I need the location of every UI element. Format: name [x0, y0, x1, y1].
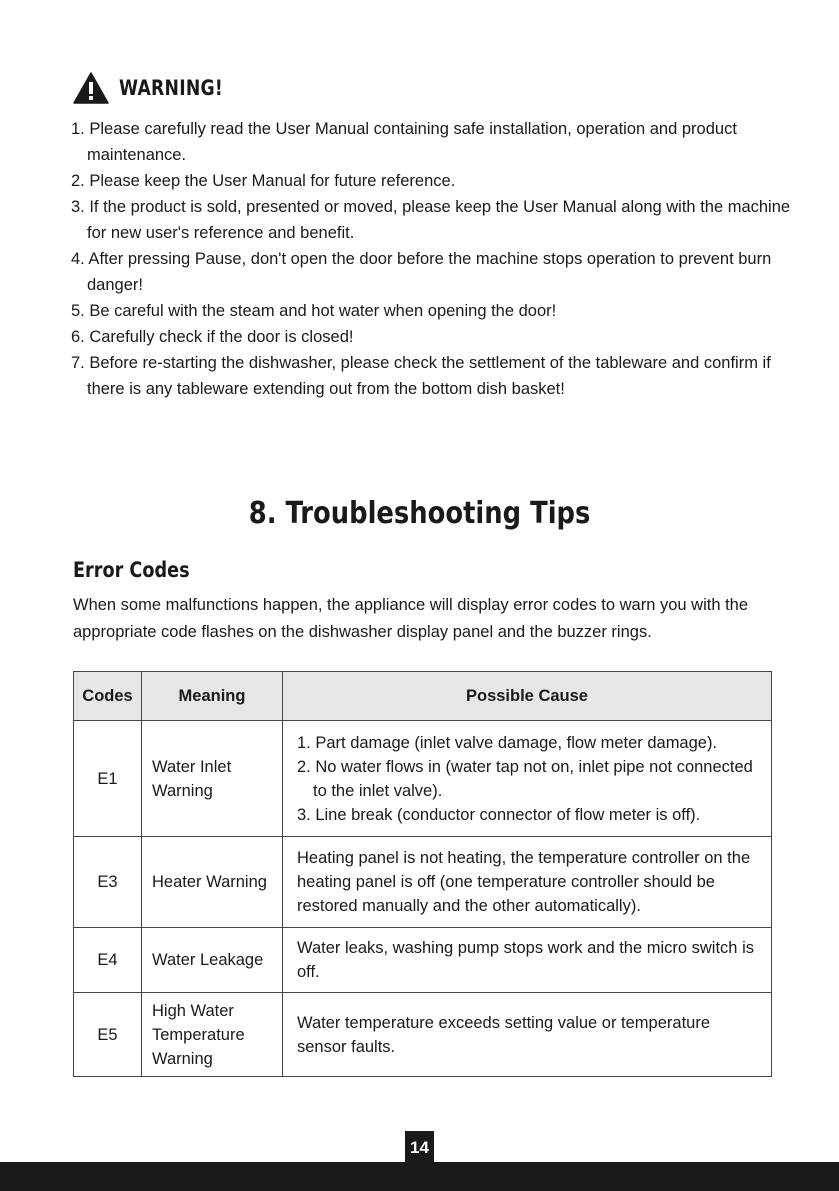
warning-title: WARNING! — [119, 76, 223, 100]
cause-cell — [283, 721, 772, 837]
code-cell: E1 — [74, 721, 142, 837]
meaning-cell: Water Inlet Warning — [142, 721, 283, 837]
warning-item: 3. If the product is sold, presented or moved, please keep the User Manual along with the machine for new user's reference and benefit. — [71, 198, 791, 242]
error-codes-table — [73, 671, 772, 1077]
section-title: 8. Troubleshooting Tips — [248, 496, 591, 531]
cause-cell — [283, 928, 772, 993]
cause-line: 3. Line break (conductor connector of flow meter is off). — [297, 805, 701, 824]
page-number: 14 — [405, 1131, 434, 1164]
warning-header — [73, 72, 246, 104]
warning-item: 7. Before re-starting the dishwasher, please check the settlement of the tableware and confirm if there is any tableware extending out from the bottom dish basket! — [71, 354, 771, 398]
table-header-row — [74, 672, 772, 721]
cause-line: Water temperature exceeds setting value or temperature sensor faults. — [297, 1013, 711, 1056]
warning-item: 2. Please keep the User Manual for future reference. — [71, 172, 456, 190]
table-row — [74, 928, 772, 993]
meaning-cell: High Water Temperature Warning — [142, 993, 283, 1077]
code-cell: E3 — [74, 837, 142, 928]
header-possible-cause: Possible Cause — [283, 672, 772, 721]
cause-line: Heating panel is not heating, the temperature controller on the heating panel is off (one temperature controller should be restored manually and the other automatically). — [297, 849, 751, 915]
intro-paragraph: When some malfunctions happen, the appliance will display error codes to warn you with the appropriate code flashes on the dishwasher display panel and the buzzer rings. — [73, 596, 749, 641]
footer-bar — [0, 1162, 839, 1191]
cause-cell — [283, 993, 772, 1077]
table-row — [74, 993, 772, 1077]
code-cell: E5 — [74, 993, 142, 1077]
cause-line: Water leaks, washing pump stops work and the micro switch is off. — [297, 939, 754, 981]
meaning-cell: Water Leakage — [142, 928, 283, 993]
warning-item: 1. Please carefully read the User Manual containing safe installation, operation and product maintenance. — [71, 120, 737, 164]
warning-item: 5. Be careful with the steam and hot water when opening the door! — [71, 302, 557, 320]
header-meaning: Meaning — [142, 672, 283, 721]
header-codes: Codes — [74, 672, 142, 721]
error-codes-heading: Error Codes — [73, 558, 190, 582]
warning-item: 4. After pressing Pause, don't open the door before the machine stops operation to prevent burn danger! — [71, 250, 772, 294]
warning-triangle-icon — [73, 72, 109, 104]
warning-list — [71, 116, 791, 402]
table-row — [74, 837, 772, 928]
cause-line: 2. No water flows in (water tap not on, inlet pipe not connected to the inlet valve). — [297, 757, 753, 800]
code-cell: E4 — [74, 928, 142, 993]
cause-line: 1. Part damage (inlet valve damage, flow meter damage). — [297, 733, 718, 752]
warning-item: 6. Carefully check if the door is closed! — [71, 328, 354, 346]
cause-cell — [283, 837, 772, 928]
meaning-cell: Heater Warning — [142, 837, 283, 928]
table-row — [74, 721, 772, 837]
